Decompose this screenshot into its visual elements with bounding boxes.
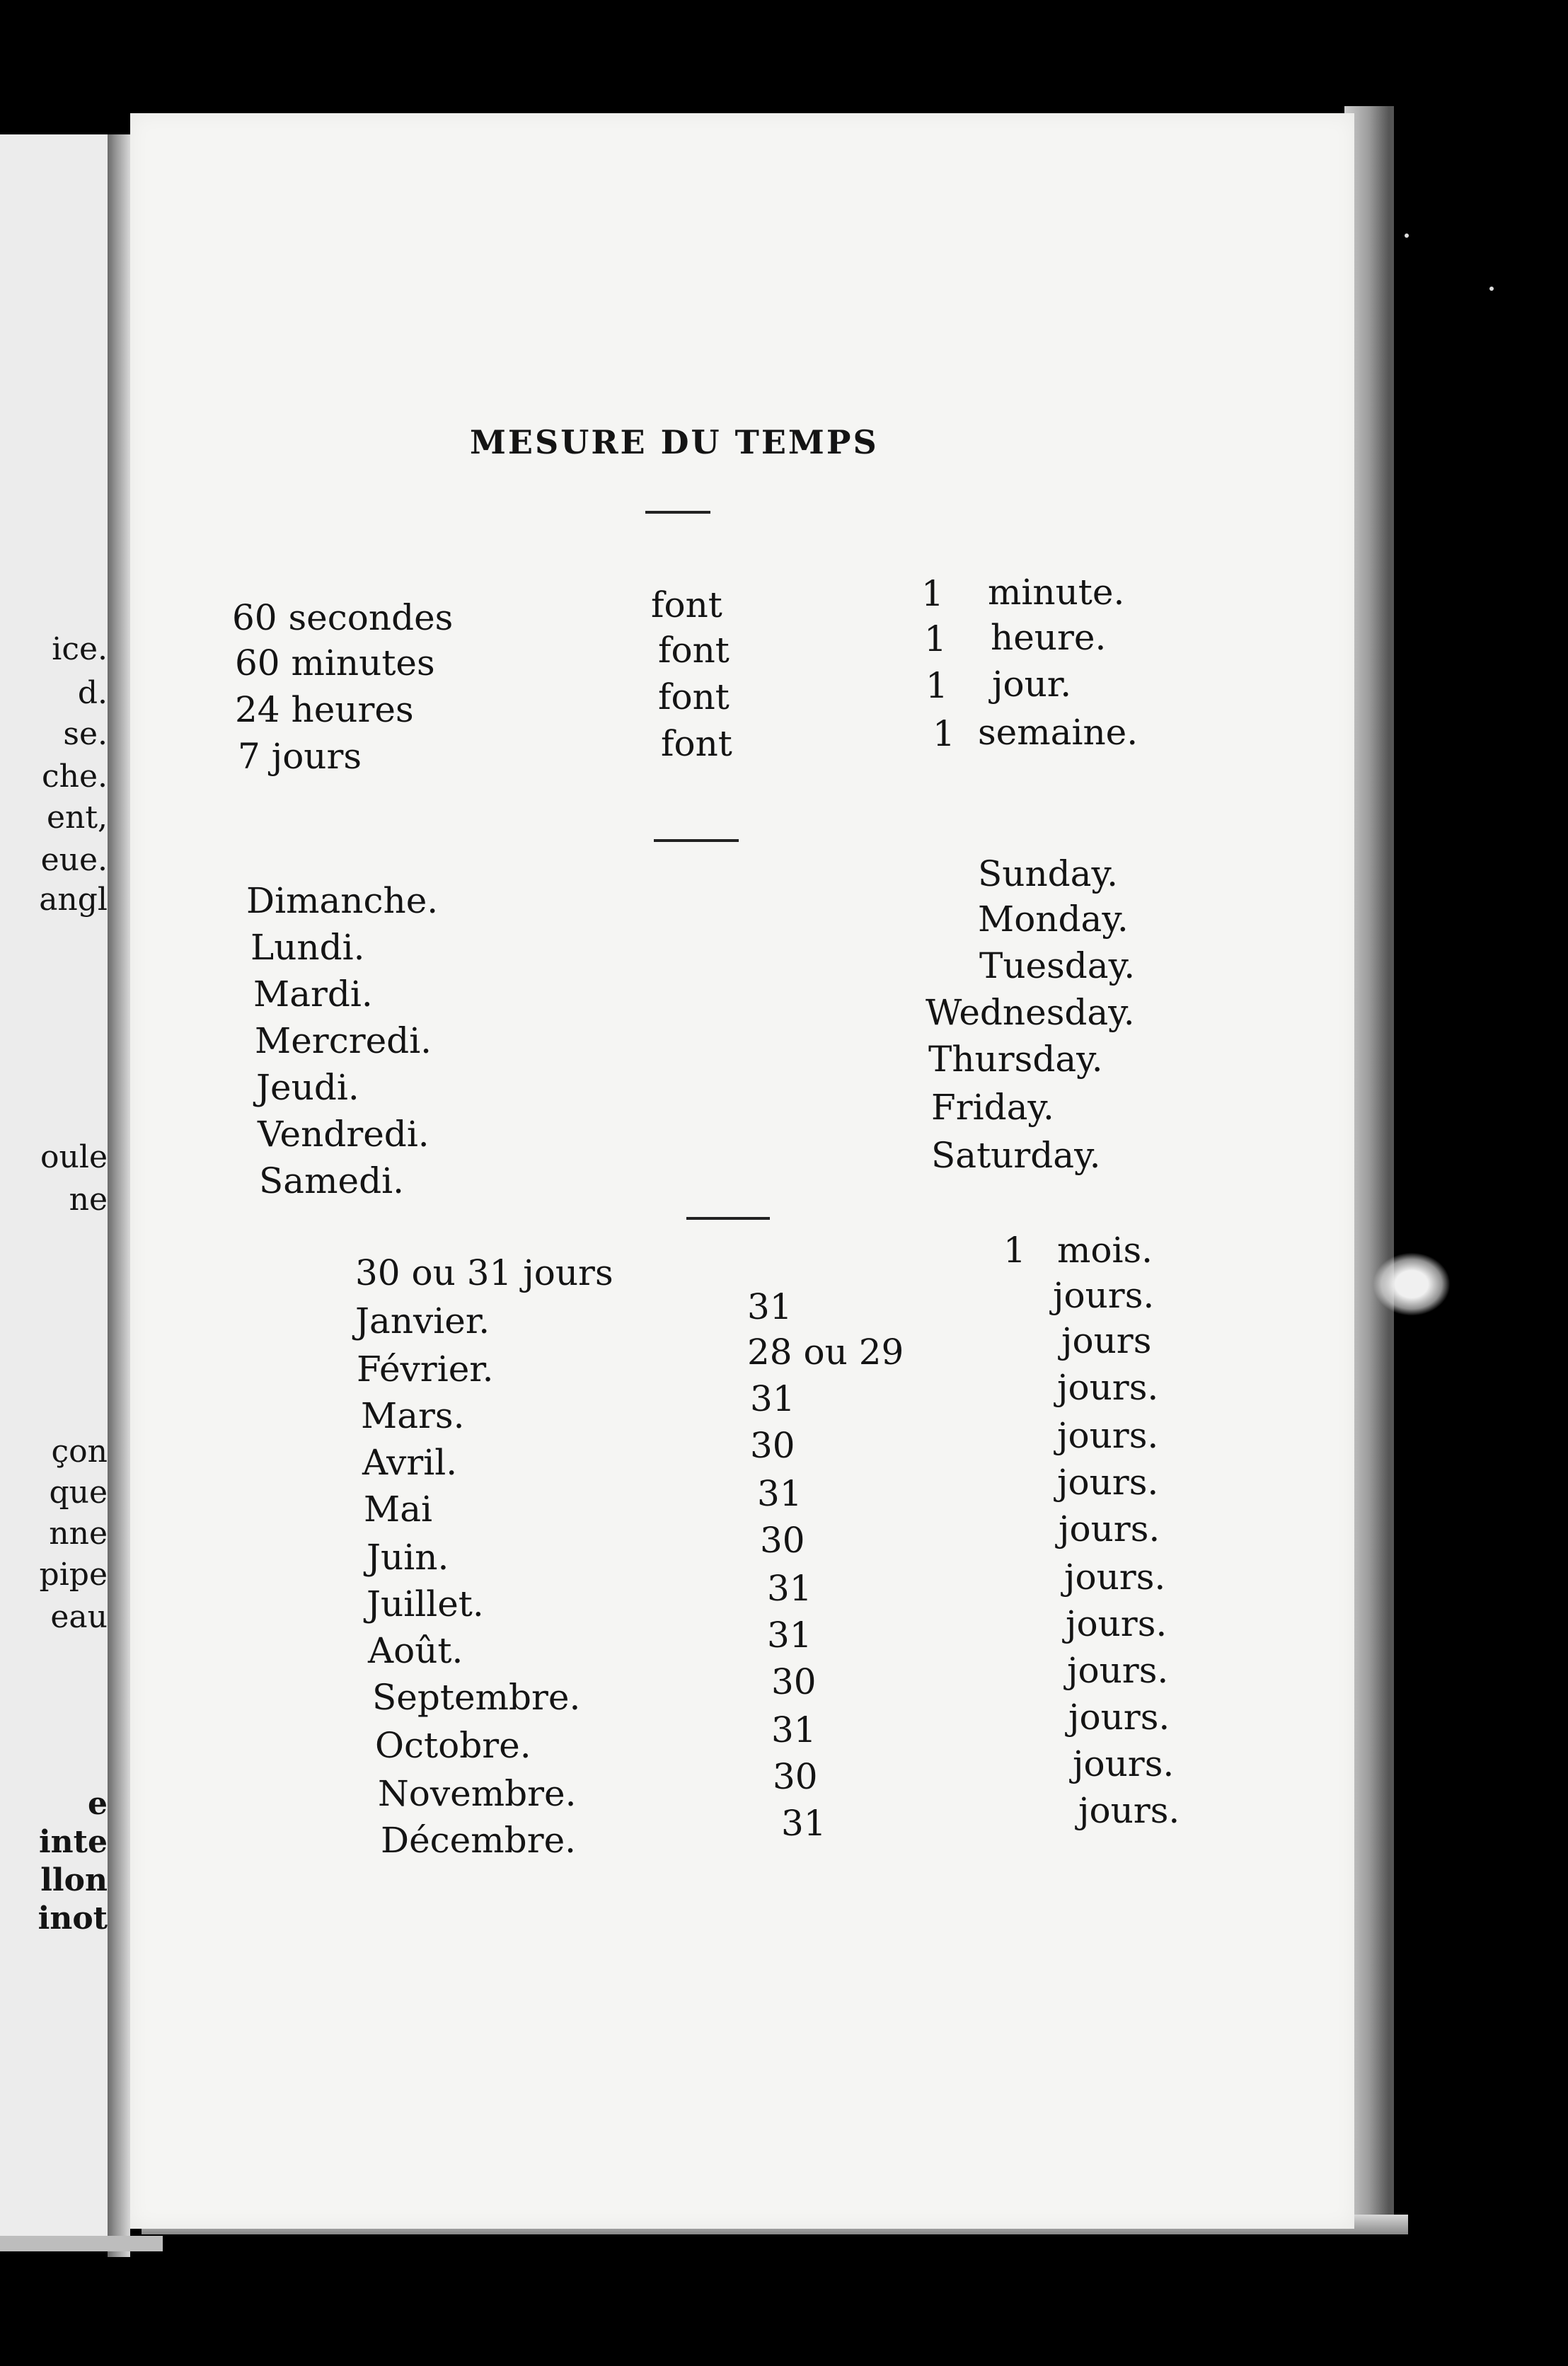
month-name: Octobre. xyxy=(375,1725,531,1766)
left-page-fragment: eau xyxy=(50,1599,108,1635)
dust-speck xyxy=(1405,233,1409,238)
month-days: 31 xyxy=(781,1803,826,1844)
unit-left: 60 secondes xyxy=(232,597,454,638)
left-page-fragment: che. xyxy=(41,758,108,795)
month-days: 30 xyxy=(750,1425,795,1466)
unit-result: heure. xyxy=(991,617,1107,658)
month-unit: jours. xyxy=(1073,1743,1175,1784)
month-days: 30 xyxy=(773,1756,818,1797)
unit-number: 1 xyxy=(933,713,955,754)
left-page-fragment: ice. xyxy=(52,631,108,667)
day-en: Sunday. xyxy=(978,853,1118,894)
month-unit: jours. xyxy=(1064,1557,1166,1598)
month-name: Mars. xyxy=(361,1395,465,1436)
left-page-fragment: ent, xyxy=(46,800,108,836)
unit-number: 1 xyxy=(926,665,948,706)
unit-number: 1 xyxy=(921,573,944,614)
section-divider xyxy=(686,1217,770,1220)
left-page-fragment: oule xyxy=(40,1139,108,1175)
unit-left: 7 jours xyxy=(238,736,362,777)
day-en: Wednesday. xyxy=(926,992,1135,1033)
section-divider xyxy=(654,839,739,842)
month-days: 31 xyxy=(771,1709,817,1750)
month-unit: jours. xyxy=(1066,1603,1168,1644)
month-unit: jours. xyxy=(1059,1508,1160,1550)
left-page-fragment: inte xyxy=(38,1824,108,1860)
unit-verb: font xyxy=(658,676,730,717)
left-page-fragment: çon xyxy=(51,1433,108,1470)
months-intro-number: 1 xyxy=(1003,1230,1026,1271)
day-en: Tuesday. xyxy=(979,945,1136,986)
paper-tear-mark xyxy=(1373,1252,1451,1316)
month-days: 31 xyxy=(767,1568,812,1609)
day-en: Monday. xyxy=(978,899,1129,940)
month-unit: jours. xyxy=(1068,1697,1170,1738)
month-days: 31 xyxy=(767,1615,812,1656)
day-en: Friday. xyxy=(931,1087,1054,1128)
month-name: Janvier. xyxy=(355,1300,490,1341)
month-name: Décembre. xyxy=(381,1820,577,1861)
month-days: 31 xyxy=(757,1473,802,1514)
left-page-fragment: que xyxy=(49,1475,108,1511)
month-name: Février. xyxy=(357,1349,494,1390)
left-page-fragment: ne xyxy=(69,1182,108,1218)
month-unit: jours xyxy=(1061,1320,1152,1361)
book-gutter xyxy=(108,134,130,2257)
left-page-fragment: nne xyxy=(49,1516,108,1552)
left-page-bottom-edge xyxy=(0,2236,163,2251)
month-unit: jours. xyxy=(1057,1462,1159,1503)
day-fr: Samedi. xyxy=(259,1160,404,1201)
month-name: Septembre. xyxy=(372,1677,581,1718)
month-name: Juillet. xyxy=(367,1583,484,1625)
month-name: Novembre. xyxy=(378,1773,577,1814)
unit-left: 24 heures xyxy=(235,689,414,730)
unit-result: semaine. xyxy=(978,712,1138,753)
month-unit: jours. xyxy=(1067,1650,1169,1691)
day-fr: Jeudi. xyxy=(256,1067,359,1108)
day-fr: Mardi. xyxy=(253,974,373,1015)
month-name: Juin. xyxy=(367,1537,449,1578)
day-en: Thursday. xyxy=(928,1039,1103,1080)
left-page-fragment: d. xyxy=(77,675,108,711)
month-name: Avril. xyxy=(362,1442,458,1483)
unit-verb: font xyxy=(651,584,722,625)
day-en: Saturday. xyxy=(931,1135,1101,1176)
unit-verb: font xyxy=(658,630,730,671)
month-unit: jours. xyxy=(1078,1790,1180,1831)
unit-result: jour. xyxy=(992,664,1072,705)
day-fr: Mercredi. xyxy=(255,1020,432,1061)
day-fr: Vendredi. xyxy=(258,1114,430,1155)
month-unit: jours. xyxy=(1053,1275,1155,1316)
left-page-fragment: eue. xyxy=(40,842,108,878)
unit-number: 1 xyxy=(924,618,947,659)
unit-verb: font xyxy=(661,723,732,764)
month-days: 30 xyxy=(760,1520,805,1561)
month-unit: jours. xyxy=(1057,1367,1159,1408)
day-fr: Dimanche. xyxy=(246,880,439,921)
unit-result: minute. xyxy=(988,572,1125,613)
left-page-fragment: llon xyxy=(40,1862,108,1898)
month-days: 28 ou 29 xyxy=(747,1332,904,1373)
month-name: Août. xyxy=(368,1630,463,1671)
left-page-fragment: se. xyxy=(63,716,108,752)
left-page-fragment: e xyxy=(88,1786,108,1822)
day-fr: Lundi. xyxy=(250,927,365,968)
month-unit: jours. xyxy=(1057,1415,1159,1456)
month-days: 30 xyxy=(771,1661,817,1702)
left-page-fragment: pipe xyxy=(39,1557,108,1593)
left-facing-page xyxy=(0,134,113,2236)
dust-speck xyxy=(1489,287,1494,291)
months-intro-unit: mois. xyxy=(1057,1230,1153,1271)
page-title: MESURE DU TEMPS xyxy=(470,423,879,461)
left-page-fragment: inot xyxy=(38,1900,108,1937)
month-days: 31 xyxy=(750,1378,795,1419)
section-divider xyxy=(645,511,710,514)
month-name: Mai xyxy=(364,1489,432,1530)
month-days: 31 xyxy=(747,1286,792,1327)
months-intro-left: 30 ou 31 jours xyxy=(355,1252,613,1293)
left-page-fragment: angl xyxy=(39,882,108,918)
unit-left: 60 minutes xyxy=(235,642,435,683)
